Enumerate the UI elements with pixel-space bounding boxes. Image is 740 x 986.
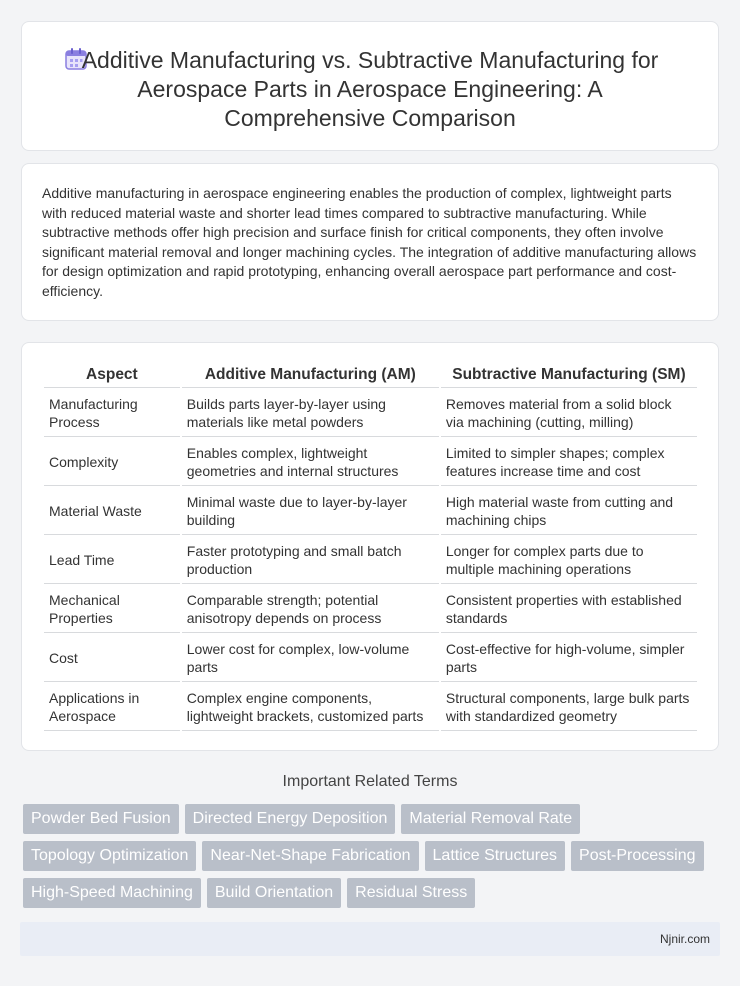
cell-subtractive: Removes material from a solid block via machining (cutting, milling) (441, 388, 697, 437)
cell-aspect: Mechanical Properties (44, 584, 180, 633)
header-subtractive: Subtractive Manufacturing (SM) (441, 362, 697, 388)
table-row (44, 437, 697, 486)
cell-subtractive: Consistent properties with established standards (441, 584, 697, 633)
cell-aspect: Material Waste (44, 486, 180, 535)
related-terms-list (23, 804, 723, 908)
related-terms-heading: Important Related Terms (282, 773, 458, 790)
intro-paragraph: Additive manufacturing in aerospace engineering enables the production of complex, lightweight parts with reduced material waste and shorter lead times compared to subtractive manufacturing. While subtractive methods offer high precision and surface finish for critical components, they often involve significant material removal and longer machining cycles. The integration of additive manufacturing allows for design optimization and rapid prototyping, enhancing overall aerospace part performance and cost-efficiency. (42, 185, 697, 299)
term-tag[interactable]: Build Orientation (207, 878, 341, 908)
cell-additive: Faster prototyping and small batch production (182, 535, 439, 584)
cell-aspect: Applications in Aerospace (44, 682, 180, 731)
table-row (44, 388, 697, 437)
cell-aspect: Cost (44, 633, 180, 682)
cell-subtractive: Cost-effective for high-volume, simpler parts (441, 633, 697, 682)
cell-aspect: Complexity (44, 437, 180, 486)
table-row (44, 633, 697, 682)
term-tag[interactable]: Near-Net-Shape Fabrication (202, 841, 418, 871)
table-row (44, 682, 697, 731)
footer-site-link[interactable]: Njnir.com (659, 932, 710, 946)
table-header-row (44, 362, 697, 388)
table-row (44, 584, 697, 633)
cell-subtractive: High material waste from cutting and machining chips (441, 486, 697, 535)
table-row (44, 535, 697, 584)
header-aspect: Aspect (44, 362, 180, 388)
cell-aspect: Manufacturing Process (44, 388, 180, 437)
term-tag[interactable]: Residual Stress (347, 878, 475, 908)
comparison-table-card (21, 342, 719, 751)
comparison-table (42, 362, 699, 731)
cell-additive: Enables complex, lightweight geometries and internal structures (182, 437, 439, 486)
cell-additive: Complex engine components, lightweight brackets, customized parts (182, 682, 439, 731)
table-row (44, 486, 697, 535)
cell-additive: Minimal waste due to layer-by-layer building (182, 486, 439, 535)
cell-aspect: Lead Time (44, 535, 180, 584)
term-tag[interactable]: Topology Optimization (23, 841, 196, 871)
page-title: Additive Manufacturing vs. Subtractive Manufacturing for Aerospace Parts in Aerospace Engineering: A Comprehensive Comparison (81, 47, 659, 131)
cell-subtractive: Structural components, large bulk parts with standardized geometry (441, 682, 697, 731)
intro-card (21, 163, 719, 321)
footer (20, 922, 720, 956)
cell-additive: Builds parts layer-by-layer using materials like metal powders (182, 388, 439, 437)
cell-additive: Lower cost for complex, low-volume parts (182, 633, 439, 682)
term-tag[interactable]: Powder Bed Fusion (23, 804, 179, 834)
title-card (21, 21, 719, 151)
cell-subtractive: Longer for complex parts due to multiple machining operations (441, 535, 697, 584)
cell-additive: Comparable strength; potential anisotropy depends on process (182, 584, 439, 633)
term-tag[interactable]: Directed Energy Deposition (185, 804, 396, 834)
term-tag[interactable]: Lattice Structures (425, 841, 566, 871)
header-additive: Additive Manufacturing (AM) (182, 362, 439, 388)
term-tag[interactable]: High-Speed Machining (23, 878, 201, 908)
term-tag[interactable]: Post-Processing (571, 841, 704, 871)
cell-subtractive: Limited to simpler shapes; complex features increase time and cost (441, 437, 697, 486)
term-tag[interactable]: Material Removal Rate (401, 804, 580, 834)
